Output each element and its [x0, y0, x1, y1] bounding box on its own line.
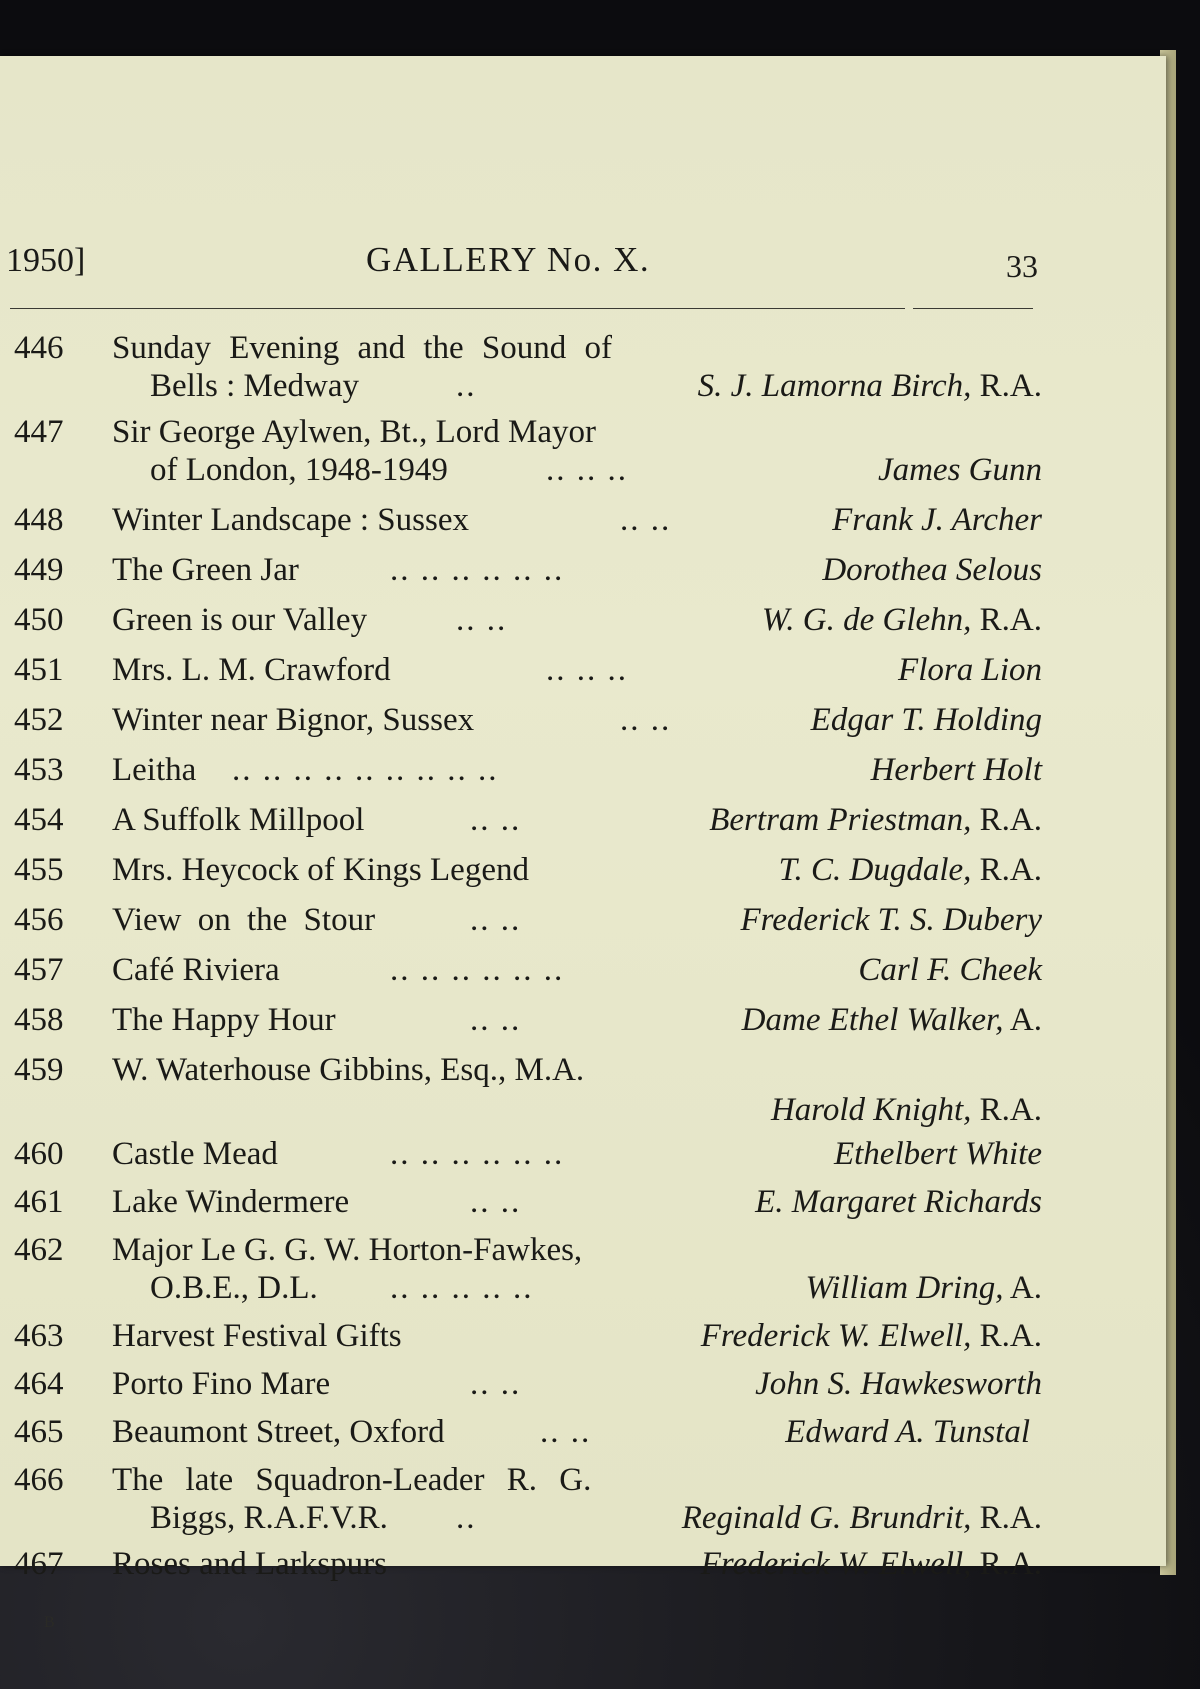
- entry-number: 462: [14, 1232, 64, 1268]
- entry-artist: [805, 1268, 1042, 1308]
- entry-title: Major Le G. G. W. Horton-Fawkes,: [112, 1232, 583, 1268]
- entry-number: 454: [14, 802, 64, 838]
- leader-dots: .. .. .. .. .. ..: [390, 1136, 565, 1172]
- artist-name: Dame Ethel Walker,: [741, 1002, 1004, 1038]
- entry-title: Porto Fino Mare: [112, 1366, 331, 1402]
- artist-name: William Dring,: [805, 1270, 1004, 1306]
- leader-dots: .. .. .. .. .. .. .. .. ..: [232, 752, 499, 788]
- artist-honour: R.A.: [971, 602, 1042, 638]
- entry-number: 459: [14, 1052, 64, 1088]
- artist-name: Edgar T. Holding: [810, 702, 1042, 738]
- entry-title: View on the Stour: [112, 902, 376, 938]
- entry-title: The Happy Hour: [112, 1002, 336, 1038]
- entry-artist: [811, 700, 1042, 740]
- entry-artist: [755, 1182, 1042, 1222]
- leader-dots: .. .. ..: [546, 652, 628, 688]
- artist-name: S. J. Lamorna Birch,: [697, 368, 972, 404]
- entry-title-continued: Bells : Medway: [150, 368, 359, 404]
- entry-title: Beaumont Street, Oxford: [112, 1414, 445, 1450]
- entry-title: Mrs. Heycock of Kings Legend: [112, 852, 529, 888]
- artist-name: John S. Hawkesworth: [755, 1366, 1042, 1402]
- entry-number: 451: [14, 652, 64, 688]
- entry-title-continued: of London, 1948-1949: [150, 452, 448, 488]
- artist-honour: R.A.: [971, 1546, 1042, 1582]
- artist-name: T. C. Dugdale,: [778, 852, 972, 888]
- entry-title: Leitha: [112, 752, 197, 788]
- entry-artist: [682, 1498, 1042, 1538]
- leader-dots: .. ..: [456, 602, 508, 638]
- artist-name: Dorothea Selous: [822, 552, 1042, 588]
- artist-name: Ethelbert White: [833, 1136, 1042, 1172]
- leader-dots: .. .. .. .. .. ..: [390, 552, 565, 588]
- entry-number: 456: [14, 902, 64, 938]
- leader-dots: ..: [456, 368, 477, 404]
- leader-dots: .. ..: [540, 1414, 592, 1450]
- artist-name: Reginald G. Brundrit,: [681, 1500, 972, 1536]
- artist-name: Bertram Priestman,: [709, 802, 972, 838]
- entry-title: Winter Landscape : Sussex: [112, 502, 469, 538]
- entry-artist: [822, 550, 1042, 590]
- entry-artist: [698, 366, 1042, 406]
- artist-honour: R.A.: [971, 802, 1042, 838]
- artist-name: Carl F. Cheek: [858, 952, 1042, 988]
- artist-honour: R.A.: [971, 368, 1042, 404]
- entry-number: 467: [14, 1546, 64, 1582]
- artist-name: James Gunn: [877, 452, 1042, 488]
- artist-honour: R.A.: [971, 1318, 1042, 1354]
- entry-number: 453: [14, 752, 64, 788]
- entry-number: 460: [14, 1136, 64, 1172]
- entry-number: 446: [14, 330, 64, 366]
- page-number: 33: [1006, 248, 1038, 284]
- artist-name: Frank J. Archer: [832, 502, 1042, 538]
- entry-title: The late Squadron-Leader R. G.: [112, 1462, 592, 1498]
- artist-honour: A.: [1003, 1270, 1042, 1306]
- entry-title: Lake Windermere: [112, 1184, 350, 1220]
- entry-number: 461: [14, 1184, 64, 1220]
- leader-dots: .. ..: [470, 1184, 522, 1220]
- entry-number: 457: [14, 952, 64, 988]
- entry-number: 466: [14, 1462, 64, 1498]
- entry-number: 447: [14, 414, 64, 450]
- entry-artist: [741, 900, 1043, 940]
- entry-title: Sir George Aylwen, Bt., Lord Mayor: [112, 414, 596, 450]
- entry-title: Café Riviera: [112, 952, 280, 988]
- leader-dots: .. .. .. .. ..: [390, 1270, 534, 1306]
- entry-title: Winter near Bignor, Sussex: [112, 702, 475, 738]
- entry-number: 455: [14, 852, 64, 888]
- artist-honour: A.: [1003, 1002, 1042, 1038]
- artist-name: Frederick W. Elwell,: [700, 1546, 972, 1582]
- artist-name: E. Margaret Richards: [755, 1184, 1042, 1220]
- entry-title: W. Waterhouse Gibbins, Esq., M.A.: [112, 1052, 585, 1088]
- entry-artist: [755, 1364, 1042, 1404]
- artist-name: Herbert Holt: [870, 752, 1042, 788]
- entry-number: 452: [14, 702, 64, 738]
- header-year: 1950]: [6, 242, 86, 279]
- entry-artist: [785, 1412, 1030, 1452]
- page-header: [0, 190, 1166, 284]
- entry-number: 450: [14, 602, 64, 638]
- entry-artist: [742, 1000, 1042, 1040]
- entry-artist: [834, 1134, 1042, 1174]
- entry-title: A Suffolk Millpool: [112, 802, 365, 838]
- artist-honour: R.A.: [971, 1092, 1042, 1128]
- leader-dots: .. .. ..: [546, 452, 628, 488]
- artist-name: Frederick T. S. Dubery: [740, 902, 1042, 938]
- header-rule: [10, 308, 905, 309]
- entry-number: 448: [14, 502, 64, 538]
- entry-artist: [762, 600, 1042, 640]
- entry-title: Mrs. L. M. Crawford: [112, 652, 391, 688]
- entry-artist: [771, 1090, 1042, 1130]
- entry-number: 464: [14, 1366, 64, 1402]
- entry-title-continued: Biggs, R.A.F.V.R.: [150, 1500, 388, 1536]
- leader-dots: .. ..: [620, 702, 672, 738]
- entry-artist: [709, 800, 1042, 840]
- artist-name: Edward A. Tunstal: [785, 1414, 1030, 1450]
- entry-title: Castle Mead: [112, 1136, 278, 1172]
- artist-name: W. G. de Glehn,: [761, 602, 972, 638]
- leader-dots: .. ..: [470, 1366, 522, 1402]
- artist-name: Frederick W. Elwell,: [700, 1318, 972, 1354]
- entry-title: Green is our Valley: [112, 602, 368, 638]
- page-title: GALLERY No. X.: [366, 240, 651, 279]
- artist-name: Harold Knight,: [770, 1092, 972, 1128]
- leader-dots: .. ..: [620, 502, 672, 538]
- entry-title-continued: O.B.E., D.L.: [150, 1270, 318, 1306]
- entry-number: 458: [14, 1002, 64, 1038]
- entry-artist: [832, 500, 1042, 540]
- entry-title: Roses and Larkspurs: [112, 1546, 387, 1582]
- entry-title: The Green Jar: [112, 552, 299, 588]
- leader-dots: ..: [456, 1500, 477, 1536]
- entry-artist: [878, 450, 1042, 490]
- leader-dots: .. ..: [470, 902, 522, 938]
- entry-artist: [701, 1316, 1042, 1356]
- entry-title: Harvest Festival Gifts: [112, 1318, 402, 1354]
- entry-artist: [701, 1544, 1042, 1584]
- entry-artist: [898, 650, 1042, 690]
- header-rule-short: [913, 308, 1033, 309]
- entry-number: 463: [14, 1318, 64, 1354]
- leader-dots: .. ..: [470, 802, 522, 838]
- artist-honour: R.A.: [971, 1500, 1042, 1536]
- entry-number: 449: [14, 552, 64, 588]
- artist-honour: R.A.: [971, 852, 1042, 888]
- artist-name: Flora Lion: [898, 652, 1042, 688]
- entry-artist: [779, 850, 1042, 890]
- catalogue-page: [0, 56, 1166, 1631]
- leader-dots: .. ..: [470, 1002, 522, 1038]
- entry-title: Sunday Evening and the Sound of: [112, 330, 613, 366]
- leader-dots: .. .. .. .. .. ..: [390, 952, 565, 988]
- entry-number: 465: [14, 1414, 64, 1450]
- signature-mark: B: [44, 1614, 55, 1631]
- entry-artist: [871, 750, 1042, 790]
- entry-artist: [858, 950, 1042, 990]
